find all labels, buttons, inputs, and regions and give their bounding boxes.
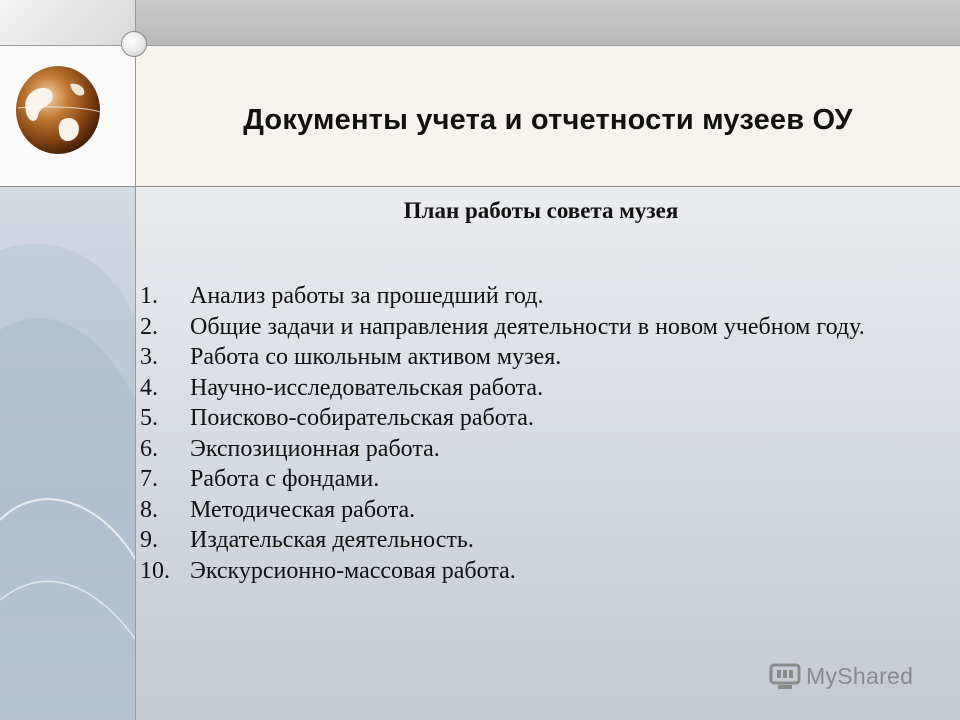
list-item: [140, 281, 950, 312]
list-item-text: Анализ работы за прошедший год.: [190, 283, 544, 309]
list-item-text: Научно-исследовательская работа.: [190, 374, 544, 401]
list-item-text: Экскурсионно-массовая работа.: [190, 557, 516, 584]
list-item: [140, 434, 950, 465]
list-item: [140, 495, 950, 526]
slide-title: Документы учета и отчетности музеев ОУ: [243, 104, 853, 136]
list-item-number: 5.: [140, 405, 158, 431]
list-item-text: Общие задачи и направления деятельности в новом учебном году.: [190, 313, 865, 340]
myshared-watermark[interactable]: [768, 660, 938, 694]
list-item-number: 10.: [140, 557, 170, 584]
list-item-text: Работа с фондами.: [190, 466, 380, 492]
myshared-logo-icon: [768, 662, 802, 692]
list-item: [140, 312, 950, 343]
watermark-text: MyShared: [806, 663, 914, 689]
list-item: [140, 373, 950, 404]
list-item-number: 3.: [140, 344, 158, 370]
ring-ornament-icon: [121, 31, 147, 57]
list-item-number: 4.: [140, 374, 158, 401]
globe-icon: [12, 62, 104, 158]
list-item-number: 8.: [140, 496, 158, 523]
list-item-number: 1.: [140, 283, 158, 309]
list-item: [140, 342, 950, 373]
list-item-text: Поисково-собирательская работа.: [190, 405, 534, 431]
list-item-text: Экспозиционная работа.: [190, 435, 440, 462]
list-item-text: Методическая работа.: [190, 496, 416, 523]
list-item-number: 2.: [140, 313, 158, 340]
work-plan-list: [140, 281, 950, 586]
list-item-text: Работа со школьным активом музея.: [190, 344, 562, 370]
top-bar: [136, 0, 960, 46]
list-item-text: Издательская деятельность.: [190, 527, 474, 553]
slide-subtitle: План работы совета музея: [403, 198, 679, 223]
list-item: [140, 403, 950, 434]
list-item: [140, 464, 950, 495]
list-item: [140, 556, 950, 587]
list-item-number: 6.: [140, 435, 158, 462]
list-item: [140, 525, 950, 556]
top-left-panel: [0, 0, 136, 46]
list-item-number: 7.: [140, 466, 158, 492]
list-item-number: 9.: [140, 527, 158, 553]
